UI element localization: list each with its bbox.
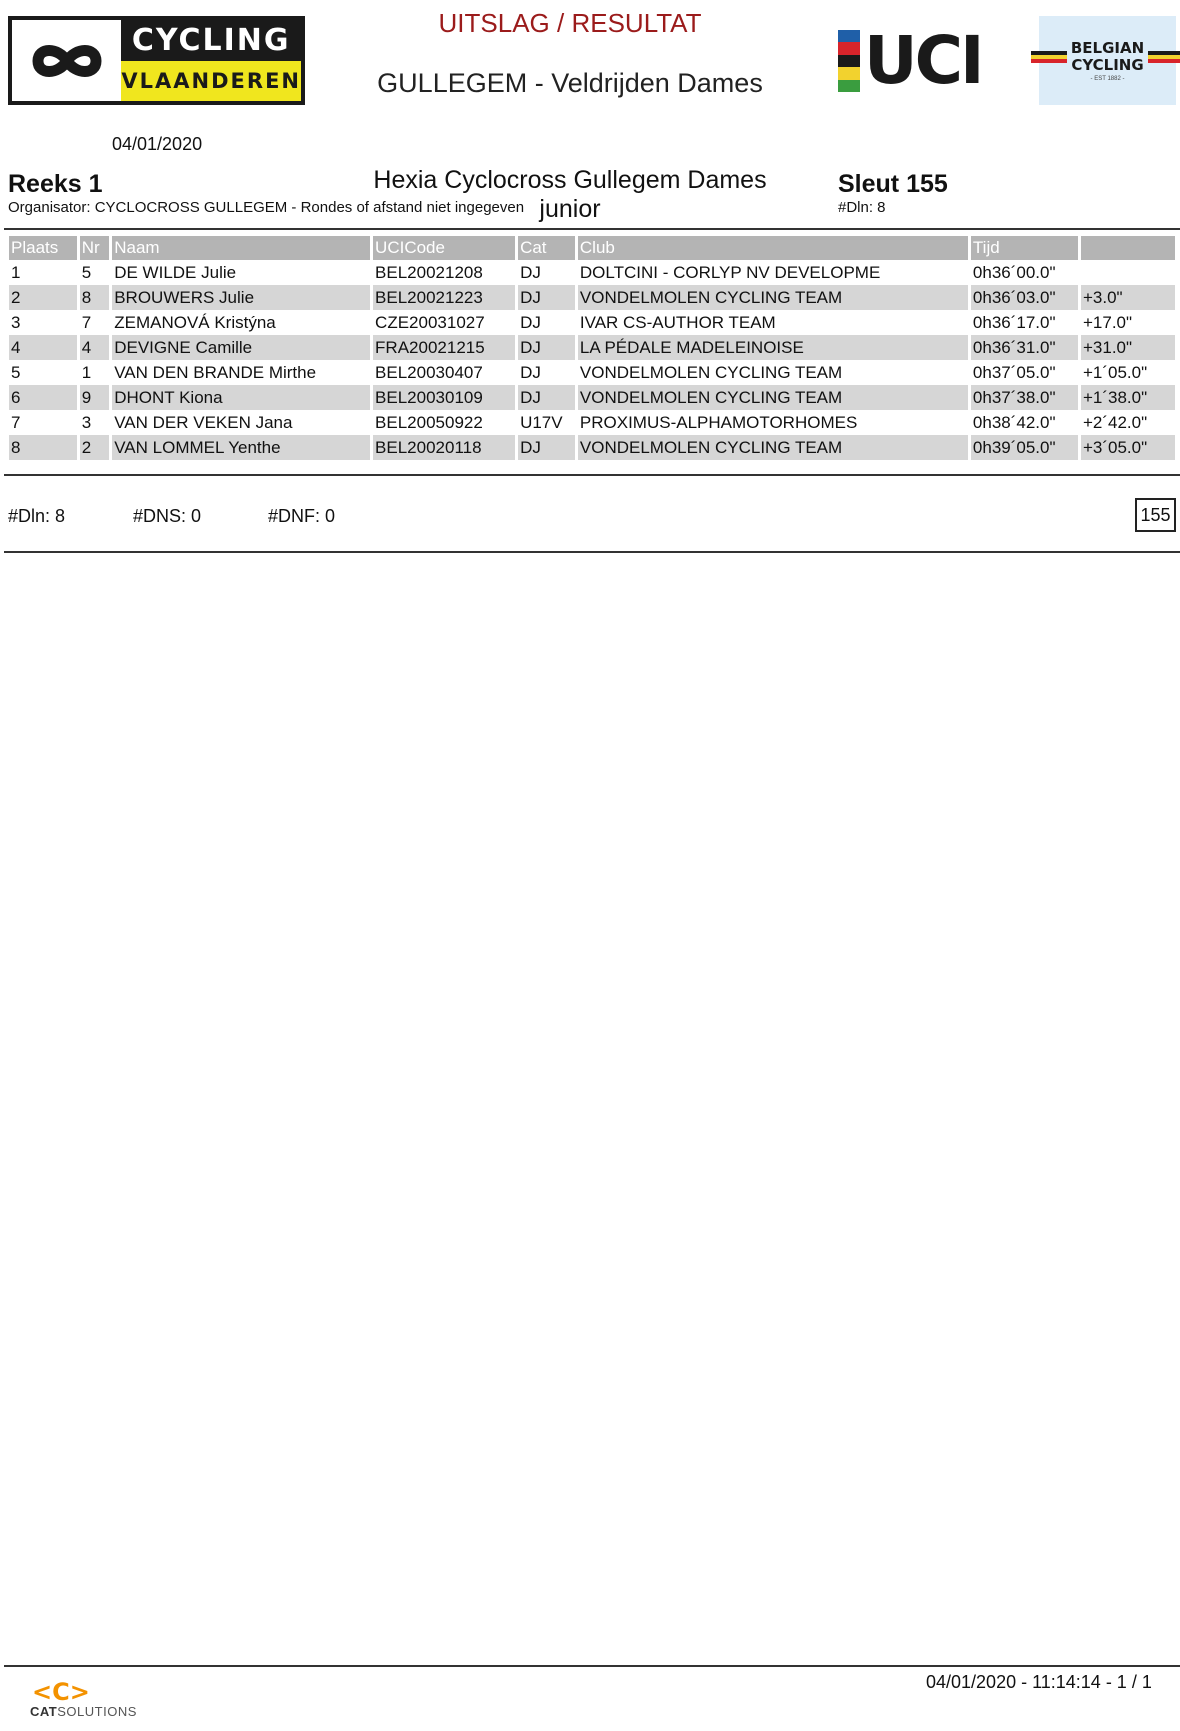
cell-gap: +1´05.0"	[1082, 362, 1148, 382]
logo-line-vlaanderen: VLAANDEREN	[121, 61, 301, 102]
summary-dns: #DNS: 0	[133, 506, 202, 526]
cell-cat: U17V	[520, 412, 563, 432]
bc-logo-line1: BELGIAN	[1070, 38, 1145, 57]
cell-gap: +31.0"	[1081, 335, 1175, 360]
table-row	[9, 410, 1175, 435]
cell-club: VONDELMOLEN CYCLING TEAM	[578, 435, 968, 460]
cell-tijd: 0h38´42.0"	[972, 412, 1056, 432]
infinity-icon	[12, 20, 121, 101]
uci-logo	[838, 22, 1018, 99]
cell-ucicode: CZE20031027	[375, 312, 485, 332]
cell-ucicode: FRA20021215	[373, 335, 515, 360]
flag-stripe-icon	[1148, 51, 1180, 63]
cell-ucicode: BEL20030407	[375, 362, 483, 382]
cell-cat: DJ	[518, 285, 575, 310]
cell-plaats: 5	[11, 362, 21, 382]
catsolutions-name-rest: SOLUTIONS	[57, 1704, 137, 1719]
organisator-text: Organisator: CYCLOCROSS GULLEGEM - Rondes of afstand niet ingegeven	[8, 199, 525, 216]
sleut-label: Sleut 155	[838, 170, 948, 198]
cell-gap: +3.0"	[1081, 285, 1175, 310]
cell-ucicode: BEL20030109	[373, 385, 515, 410]
cell-nr: 9	[80, 385, 109, 410]
table-row	[9, 285, 1175, 310]
cell-naam: VAN DEN BRANDE Mirthe	[114, 362, 317, 382]
uci-logo-text: UCI	[864, 22, 982, 99]
rainbow-stripes-icon	[838, 30, 860, 92]
result-heading: UITSLAG / RESULTAT	[438, 8, 702, 38]
col-club: Club	[578, 236, 968, 260]
summary-dln: #Dln: 8	[8, 506, 66, 526]
cell-cat: DJ	[518, 335, 575, 360]
cell-naam: VAN DER VEKEN Jana	[114, 412, 293, 432]
col-ucicode: UCICode	[373, 236, 515, 260]
cell-plaats: 3	[11, 312, 21, 332]
col-gap	[1081, 236, 1175, 260]
cell-club: DOLTCINI - CORLYP NV DEVELOPME	[579, 262, 881, 282]
cell-tijd: 0h36´31.0"	[971, 335, 1078, 360]
cell-club: PROXIMUS-ALPHAMOTORHOMES	[579, 412, 858, 432]
cell-plaats: 8	[9, 435, 77, 460]
event-title: GULLEGEM - Veldrijden Dames	[377, 68, 763, 98]
cell-gap: +17.0"	[1082, 312, 1133, 332]
cell-nr: 7	[81, 312, 92, 332]
participant-count: #Dln: 8	[838, 199, 886, 216]
divider	[4, 474, 1180, 476]
table-row	[9, 435, 1175, 460]
table-header-row	[9, 236, 1175, 260]
cell-tijd: 0h36´00.0"	[972, 262, 1056, 282]
bc-logo-sub: - EST 1882 -	[1090, 75, 1125, 82]
cell-gap: +2´42.0"	[1082, 412, 1148, 432]
logo-line-cycling: CYCLING	[121, 20, 301, 61]
cell-nr: 5	[81, 262, 92, 282]
cell-naam: DEVIGNE Camille	[112, 335, 370, 360]
results-table	[6, 236, 1178, 460]
cell-ucicode: BEL20020118	[373, 435, 515, 460]
cell-club: VONDELMOLEN CYCLING TEAM	[579, 362, 843, 382]
col-nr: Nr	[80, 236, 109, 260]
cell-nr: 1	[81, 362, 92, 382]
catsolutions-symbol-icon: <C>	[32, 1678, 90, 1706]
cell-cat: DJ	[518, 385, 575, 410]
cell-plaats: 2	[9, 285, 77, 310]
cell-ucicode: BEL20050922	[375, 412, 483, 432]
col-plaats: Plaats	[9, 236, 77, 260]
cell-naam: DE WILDE Julie	[114, 262, 237, 282]
bc-logo-line2: CYCLING	[1071, 55, 1144, 74]
cell-nr: 8	[80, 285, 109, 310]
cell-club: IVAR CS-AUTHOR TEAM	[579, 312, 776, 332]
table-row	[9, 310, 1175, 335]
cell-tijd: 0h37´05.0"	[972, 362, 1056, 382]
cell-plaats: 7	[11, 412, 21, 432]
cell-gap	[1081, 260, 1175, 285]
table-row	[9, 335, 1175, 360]
summary-dnf: #DNF: 0	[268, 506, 336, 526]
cell-naam: DHONT Kiona	[112, 385, 370, 410]
cell-tijd: 0h39´05.0"	[971, 435, 1078, 460]
cell-nr: 3	[81, 412, 92, 432]
cell-naam: BROUWERS Julie	[112, 285, 370, 310]
reeks-label: Reeks 1	[8, 170, 103, 198]
col-cat: Cat	[518, 236, 575, 260]
cell-plaats: 6	[9, 385, 77, 410]
cell-cat: DJ	[518, 435, 575, 460]
sleut-number-box: 155	[1135, 498, 1176, 532]
belgian-cycling-logo	[1039, 16, 1176, 105]
cell-nr: 2	[80, 435, 109, 460]
flag-stripe-icon	[1031, 51, 1067, 63]
cell-tijd: 0h37´38.0"	[971, 385, 1078, 410]
cell-cat: DJ	[520, 312, 541, 332]
cell-naam: VAN LOMMEL Yenthe	[112, 435, 370, 460]
cell-naam: ZEMANOVÁ Kristýna	[114, 312, 276, 332]
catsolutions-logo	[30, 1680, 137, 1719]
cell-cat: DJ	[520, 262, 541, 282]
race-name: Hexia Cyclocross Gullegem Dames junior	[373, 166, 767, 223]
table-row	[9, 360, 1175, 385]
divider	[4, 228, 1180, 230]
print-timestamp: 04/01/2020 - 11:14:14 - 1 / 1	[926, 1672, 1152, 1692]
cell-tijd: 0h36´17.0"	[972, 312, 1056, 332]
cell-ucicode: BEL20021208	[375, 262, 483, 282]
table-row	[9, 385, 1175, 410]
catsolutions-name-bold: CAT	[30, 1704, 58, 1719]
cell-club: LA PÉDALE MADELEINOISE	[578, 335, 968, 360]
cell-plaats: 4	[9, 335, 77, 360]
col-tijd: Tijd	[971, 236, 1078, 260]
cell-club: VONDELMOLEN CYCLING TEAM	[578, 385, 968, 410]
cell-gap: +3´05.0"	[1081, 435, 1175, 460]
divider	[4, 551, 1180, 553]
cell-plaats: 1	[11, 262, 21, 282]
footer-divider	[4, 1665, 1180, 1667]
col-naam: Naam	[112, 236, 370, 260]
cell-cat: DJ	[520, 362, 541, 382]
cell-club: VONDELMOLEN CYCLING TEAM	[578, 285, 968, 310]
cell-nr: 4	[80, 335, 109, 360]
cell-ucicode: BEL20021223	[373, 285, 515, 310]
race-date: 04/01/2020	[112, 134, 203, 154]
cell-tijd: 0h36´03.0"	[971, 285, 1078, 310]
cycling-vlaanderen-logo	[8, 16, 305, 105]
cell-gap: +1´38.0"	[1081, 385, 1175, 410]
table-row	[9, 260, 1175, 285]
